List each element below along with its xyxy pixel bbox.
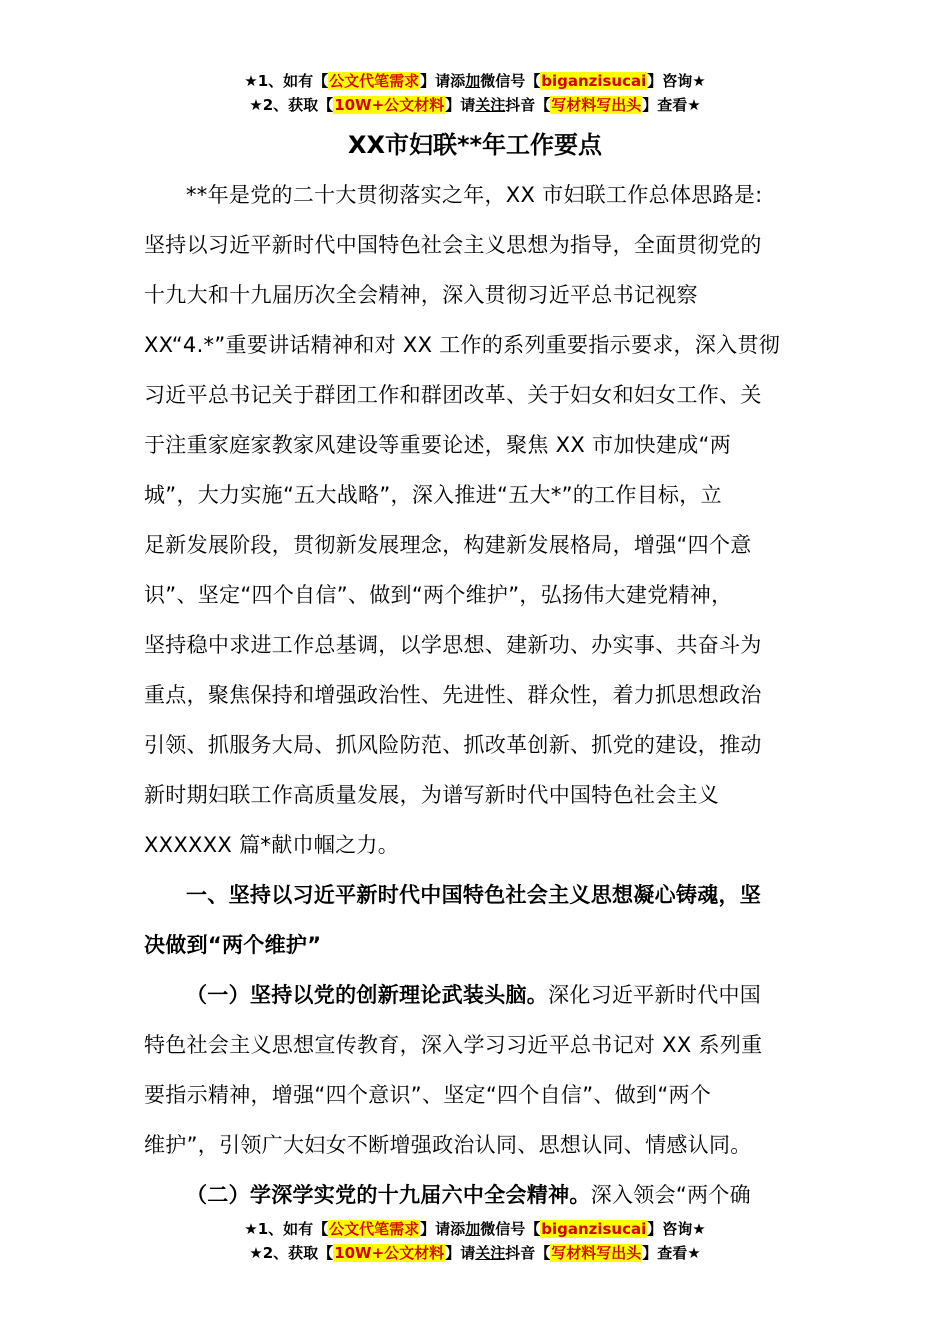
banner-text: 】查看★ (642, 96, 701, 114)
paragraph-line: 要指示精神，增强“四个意识”、坚定“四个自信”、做到“两个 (144, 1083, 712, 1107)
document-body (144, 170, 834, 1220)
banner-text: ★1、如有【 (244, 1220, 329, 1238)
banner-text: ★1、如有【 (244, 72, 329, 90)
paragraph-line: XXXXXX 篇*献巾帼之力。 (144, 833, 399, 857)
subsection-text: 深化习近平新时代中国 (548, 983, 762, 1007)
promo-banner-line-1 (0, 69, 950, 93)
banner-text: 】请添 (420, 1220, 466, 1238)
paragraph-line: 坚持以习近平新时代中国特色社会主义思想为指导，全面贯彻党的 (144, 233, 762, 257)
banner-text: 抖音【 (505, 1244, 551, 1262)
paragraph-line: 特色社会主义思想宣传教育，深入学习习近平总书记对 XX 系列重 (144, 1033, 763, 1057)
banner-text: 】请添 (420, 72, 466, 90)
banner-text: 】咨询★ (647, 72, 706, 90)
banner-highlight: 10W+公文材料 (334, 1244, 445, 1262)
section-heading-cont: 决做到“两个维护” (144, 933, 322, 957)
paragraph-line: 坚持稳中求进工作总基调，以学思想、建新功、办实事、共奋斗为 (144, 633, 762, 657)
paragraph-line: 足新发展阶段，贯彻新发展理念，构建新发展格局，增强“四个意 (144, 533, 752, 557)
paragraph-line: **年是党的二十大贯彻落实之年，XX 市妇联工作总体思路是: (186, 183, 763, 207)
banner-text: 】咨询★ (647, 1220, 706, 1238)
banner-underline: 关注 (475, 96, 506, 114)
paragraph-line: 引领、抓服务大局、抓风险防范、抓改革创新、抓党的建设，推动 (144, 733, 762, 757)
banner-text: 】查看★ (642, 1244, 701, 1262)
promo-banner-footer-line-2 (0, 1241, 950, 1265)
banner-douyin-id: 写材料写出头 (551, 1244, 642, 1262)
paragraph-line: 十九大和十九届历次全会精神，深入贯彻习近平总书记视察 (144, 283, 698, 307)
banner-highlight: 10W+公文材料 (334, 96, 445, 114)
banner-text: 微信号【 (480, 72, 541, 90)
paragraph-line: 于注重家庭家教家风建设等重要论述，聚焦 XX 市加快建成“两 (144, 433, 731, 457)
document-title: XX市妇联**年工作要点 (347, 131, 603, 159)
banner-highlight: 公文代笔需求 (329, 72, 420, 90)
banner-douyin-id: 写材料写出头 (551, 96, 642, 114)
paragraph-line: 新时期妇联工作高质量发展，为谱写新时代中国特色社会主义 (144, 783, 720, 807)
subsection-2-line (144, 1170, 834, 1220)
banner-text: 】请 (445, 1244, 476, 1262)
promo-banner-line-2 (0, 93, 950, 117)
banner-text: 微信号【 (480, 1220, 541, 1238)
banner-text: ★2、获取【 (249, 1244, 334, 1262)
subsection-1-line (144, 970, 834, 1020)
section-heading: 一、坚持以习近平新时代中国特色社会主义思想凝心铸魂，坚 (186, 883, 762, 907)
paragraph-line: 重点，聚焦保持和增强政治性、先进性、群众性，着力抓思想政治 (144, 683, 762, 707)
banner-underline: 关注 (475, 1244, 506, 1262)
banner-text: 】请 (445, 96, 476, 114)
banner-text: ★2、获取【 (249, 96, 334, 114)
paragraph-line: XX“4.*”重要讲话精神和对 XX 工作的系列重要指示要求，深入贯彻 (144, 333, 781, 357)
paragraph-line: 城”，大力实施“五大战略”，深入推进“五大*”的工作目标，立 (144, 483, 722, 507)
banner-underline: 加 (465, 72, 481, 90)
subsection-heading: （二）学深学实党的十九届六中全会精神。 (186, 1183, 591, 1207)
banner-underline: 加 (465, 1220, 481, 1238)
banner-text: 抖音【 (505, 96, 551, 114)
paragraph-line: 识”、坚定“四个自信”、做到“两个维护”，弘扬伟大建党精神， (144, 583, 733, 607)
paragraph-line: 习近平总书记关于群团工作和群团改革、关于妇女和妇女工作、关 (144, 383, 762, 407)
subsection-heading: （一）坚持以党的创新理论武装头脑。 (186, 983, 549, 1007)
banner-highlight: 公文代笔需求 (329, 1220, 420, 1238)
banner-wechat-id: biganzisucai (541, 72, 647, 90)
paragraph-line: 维护”，引领广大妇女不断增强政治认同、思想认同、情感认同。 (144, 1133, 752, 1157)
subsection-text: 深入领会“两个确 (590, 1183, 751, 1207)
banner-wechat-id: biganzisucai (541, 1220, 647, 1238)
promo-banner-footer-line-1 (0, 1217, 950, 1241)
